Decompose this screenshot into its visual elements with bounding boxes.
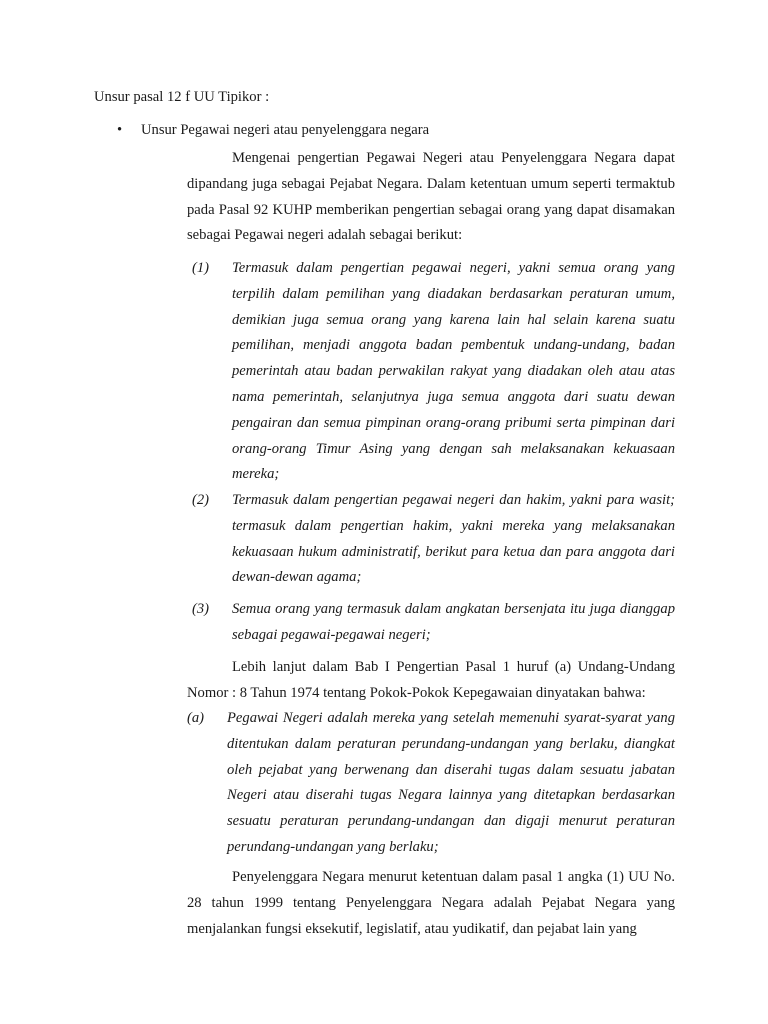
section-heading: Unsur pasal 12 f UU Tipikor : — [94, 89, 270, 105]
bullet-text: Unsur Pegawai negeri atau penyelenggara negara — [141, 122, 430, 138]
list-number: (1) — [192, 260, 210, 276]
list-item-text: Termasuk dalam pengertian pegawai negeri, yakni semua orang yang terpilih dalam pemilihan yang diadakan berdasarkan peraturan umum, demikian juga semua orang yang karena lain hal selain karena suatu pemilihan, menjadi anggota badan pembentuk undang-undang, badan pemerintah atau badan perwakilan rakyat yang diadakan oleh atau atas nama pemerintah, selanjutnya juga semua anggota dari suatu dewan pengairan dan semua pimpinan orang-orang pribumi serta pimpinan dari orang-orang Timur Asing yang dengan sah melaksanakan kekuasaan mereka; — [232, 260, 675, 483]
list-item-text: Pegawai Negeri adalah mereka yang setelah memenuhi syarat-syarat yang ditentukan dalam peraturan perundang-undangan yang berlaku, diangkat oleh pejabat yang berwenang dan diserahi tugas dalam sesuatu jabatan Negeri atau diserahi tugas Negara lainnya yang ditetapkan berdasarkan sesuatu peraturan perundang-undangan dan digaji menurut peraturan perundang-undangan yang berlaku; — [227, 710, 675, 855]
list-number: (3) — [192, 601, 210, 617]
list-item-a — [187, 706, 675, 861]
list-item-text: Semua orang yang termasuk dalam angkatan bersenjata itu juga dianggap sebagai pegawai-pegawai negeri; — [232, 601, 675, 643]
list-item-3 — [187, 597, 675, 649]
bullet-marker: • — [117, 122, 123, 138]
list-item-1 — [187, 256, 675, 488]
list-letter: (a) — [187, 710, 205, 726]
list-item-text: Termasuk dalam pengertian pegawai negeri dan hakim, yakni para wasit; termasuk dalam pengertian hakim, yakni mereka yang melaksanakan kekuasaan hukum administratif, berikut para ketua dan para anggota dari dewan-dewan agama; — [232, 492, 675, 586]
paragraph-uu-28-1999: Penyelenggara Negara menurut ketentuan dalam pasal 1 angka (1) UU No. 28 tahun 1999 tentang Penyelenggara Negara adalah Pejabat Negara yang menjalankan fungsi eksekutif, legislatif, atau yudikatif, dan pejabat lain yang — [187, 869, 675, 937]
list-item-2 — [187, 488, 675, 591]
list-number: (2) — [192, 492, 210, 508]
paragraph-uu-8-1974: Lebih lanjut dalam Bab I Pengertian Pasal 1 huruf (a) Undang-Undang Nomor : 8 Tahun 1974 tentang Pokok-Pokok Kepegawaian dinyatakan bahwa: — [187, 659, 675, 701]
paragraph-pasal-92: Mengenai pengertian Pegawai Negeri atau Penyelenggara Negara dapat dipandang juga sebagai Pejabat Negara. Dalam ketentuan umum seperti termaktub pada Pasal 92 KUHP memberikan pengertian sebagai orang yang dapat disamakan sebagai Pegawai negeri adalah sebagai berikut: — [187, 150, 675, 244]
